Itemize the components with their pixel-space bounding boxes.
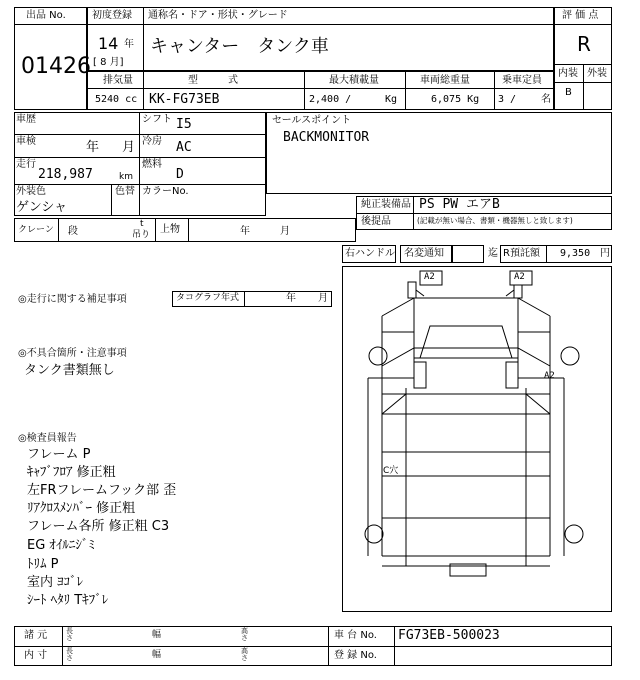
model: KK-FG73EB — [149, 92, 220, 107]
inspector-title: ◎検査員報告 — [18, 433, 77, 444]
standard-equip: PS PW エアB — [419, 197, 500, 212]
height-label: 高さ — [241, 627, 248, 642]
loading-month: 月 — [280, 226, 290, 237]
width-label: 幅 — [152, 630, 162, 640]
grade: R — [577, 32, 591, 56]
first-reg-year: 14 — [98, 34, 119, 53]
grade-label: 評 価 点 — [562, 10, 599, 21]
max-load-label: 最大積載量 — [329, 75, 379, 86]
capacity-label: 乗車定員 — [502, 75, 542, 86]
color-code-label: カラーNo. — [142, 186, 189, 197]
r-tax-value: 9,350 — [560, 248, 591, 259]
chassis-label: 車 台 No. — [334, 630, 377, 641]
inspection-month: 月 — [122, 140, 136, 155]
tacho-year: 年 — [286, 293, 296, 304]
mileage: 218,987 — [38, 167, 93, 182]
shift-label: シフト — [142, 114, 172, 125]
capacity-unit: 名 — [541, 94, 551, 105]
crane-row — [14, 218, 356, 242]
lot-no: 01426 — [21, 54, 91, 79]
first-reg-month: [ 8 月] — [93, 57, 124, 68]
chassis-no: FG73EB-500023 — [398, 628, 500, 643]
history-label: 車歴 — [16, 114, 36, 125]
first-reg-year-unit: 年 — [124, 39, 134, 50]
running-title: ◎走行に関する補足事項 — [18, 294, 127, 305]
ac-label: 冷房 — [142, 136, 162, 147]
exterior-color: ゲンシャ — [16, 200, 68, 215]
sales-point: BACKMONITOR — [283, 130, 370, 145]
car-name-label: 通称名・ドア・形状・グレード — [148, 10, 288, 21]
aftermarket-note: (記載が無い場合、書類・機器無しと致します) — [417, 216, 573, 225]
truck-diagram — [342, 266, 612, 612]
name-change: 名変通知 — [404, 248, 444, 259]
inspector-item: ﾘｱｸﾛｽﾒﾝﾊﾞｰ 修正粗 — [27, 501, 136, 516]
gross-weight-label: 車両総重量 — [420, 75, 470, 86]
damage-mark-frame: C穴 — [383, 466, 399, 476]
exterior-grade-label: 外装 — [587, 68, 607, 79]
reg-label: 登 録 No. — [334, 650, 377, 661]
inspector-item: ｷｬﾌﾞﾌﾛｱ 修正粗 — [27, 465, 116, 480]
right-handle: 右ハンドル — [345, 248, 395, 259]
tacho-month: 月 — [318, 293, 328, 304]
defect-item: タンク書類無し — [24, 363, 115, 378]
max-load: 2,400 / — [309, 94, 352, 105]
loading-year: 年 — [240, 226, 250, 237]
crane-ton-top: t — [140, 219, 144, 229]
loading-label: 上物 — [160, 224, 180, 235]
damage-mark-side: A2 — [544, 371, 555, 381]
excess-label: 迄 — [488, 248, 498, 259]
dims-label: 諸 元 — [24, 630, 48, 641]
inspector-item: ｼｰﾄ ﾍﾀﾘ Tｷﾌﾞﾚ — [27, 593, 109, 608]
gross-weight: 6,075 Kg — [431, 94, 480, 105]
displacement-label: 排気量 — [103, 75, 133, 86]
inspection-label: 車検 — [16, 136, 36, 147]
first-reg-label: 初度登録 — [92, 10, 132, 21]
inspector-item: 室内 ﾖｺﾞﾚ — [27, 575, 84, 590]
capacity: 3 / — [498, 94, 517, 105]
damage-mark-left-top: A2 — [424, 272, 435, 282]
length-label: 長さ — [66, 627, 73, 642]
aftermarket-label: 後提品 — [361, 216, 391, 227]
ac: AC — [176, 140, 192, 155]
crane-stage: 段 — [68, 226, 78, 237]
interior-grade-label: 内装 — [558, 68, 578, 79]
displacement: 5240 cc — [95, 94, 138, 105]
interior-grade: B — [565, 87, 572, 98]
shift: I5 — [176, 117, 192, 132]
length-label-2: 長さ — [66, 647, 73, 662]
name-change-value-box — [452, 245, 484, 263]
car-name: キャンター タンク車 — [150, 36, 329, 57]
r-tax-label: R預託額 — [503, 248, 540, 259]
fuel-label: 燃料 — [142, 159, 162, 170]
tacho-label: タコグラフ年式 — [176, 293, 240, 303]
lot-no-label: 出品 No. — [26, 10, 66, 21]
yen-label: 円 — [600, 248, 610, 259]
crane-label: クレーン — [18, 225, 54, 235]
color-no-label: 色替 — [115, 186, 135, 197]
mileage-label: 走行 — [16, 159, 36, 170]
exterior-color-label: 外装色 — [16, 186, 46, 197]
width-label-2: 幅 — [152, 650, 162, 660]
inspector-item: 左FRフレームフック部 歪 — [27, 483, 177, 498]
inspector-item: ﾄﾘﾑ P — [27, 557, 59, 572]
height-label-2: 高さ — [241, 647, 248, 662]
interior-dims-label: 内 寸 — [24, 650, 48, 661]
sales-point-label: セールスポイント — [272, 115, 352, 126]
max-load-unit: Kg — [385, 94, 398, 105]
defects-title: ◎不具合箇所・注意事項 — [18, 348, 127, 359]
inspector-item: フレーム各所 修正粗 C3 — [27, 519, 170, 534]
fuel: D — [176, 167, 184, 182]
inspection-year: 年 — [86, 140, 100, 155]
model-label: 型 式 — [188, 75, 238, 86]
inspector-item: フレーム P — [27, 447, 91, 462]
mileage-unit: km — [119, 172, 133, 182]
standard-equip-label: 純正装備品 — [361, 199, 411, 210]
inspector-item: EG ｵｲﾙﾆｼﾞﾐ — [27, 538, 95, 553]
crane-ton: 吊り — [132, 230, 151, 240]
damage-mark-right-top: A2 — [514, 272, 525, 282]
